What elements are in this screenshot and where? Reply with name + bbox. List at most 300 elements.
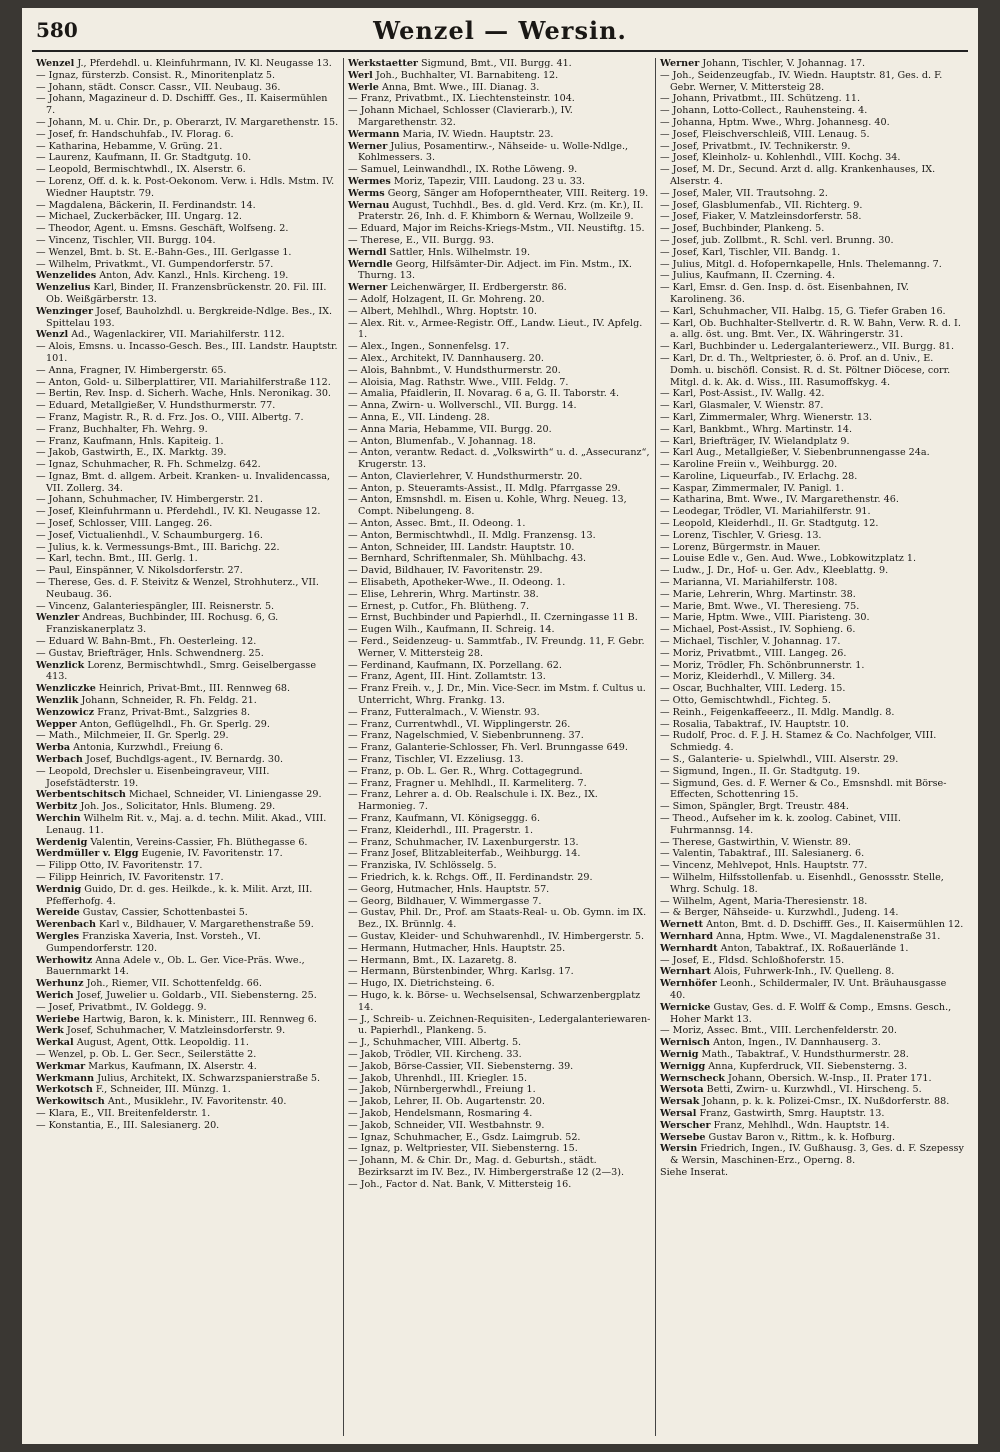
directory-entry (36, 1049, 339, 1061)
directory-entry (660, 1108, 964, 1120)
directory-entry (660, 978, 964, 1002)
column-2 (344, 58, 656, 1436)
entry-text: — Jakob, Uhrenhdl., III. Kriegler. 15. (348, 1072, 528, 1084)
directory-entry (660, 93, 964, 105)
entry-text: — Anton, Clavierlehrer, V. Hundsthurmerstr. 20. (348, 470, 583, 482)
entry-text: — Josef, jub. Zollbmt., R. Schl. verl. Brunng. 30. (660, 234, 894, 246)
directory-entry (348, 93, 651, 105)
entry-text: — Josef, fr. Handschuhfab., IV. Florag. 6. (36, 128, 234, 140)
directory-entry (36, 176, 339, 200)
entry-text: — Anton, Blumenfab., V. Johannag. 18. (348, 435, 536, 447)
entry-text: Anna, Hptm. Wwe., VI. Magdalenenstraße 31. (716, 930, 941, 942)
directory-entry (660, 1049, 964, 1061)
entry-text: Leichenwärger, II. Erdbergerstr. 86. (390, 282, 567, 294)
entry-text: — Rosalia, Tabaktraf., IV. Hauptstr. 10. (660, 718, 849, 730)
entry-text: — Franz, Fragner u. Mehlhdl., II. Karmeliterg. 7. (348, 777, 587, 789)
directory-entry (348, 825, 651, 837)
directory-entry (348, 129, 651, 141)
directory-entry (36, 82, 339, 94)
directory-entry (660, 200, 964, 212)
entry-text: — Klara, E., VII. Breitenfelderstr. 1. (36, 1107, 211, 1119)
entry-surname: Werms (348, 187, 385, 199)
entry-text: — Anton, Emsnshdl. m. Eisen u. Kohle, Whrg. Neueg. 13, Compt. Nibelungeng. 8. (348, 494, 627, 518)
directory-entry (660, 1143, 964, 1167)
entry-text: Wilhelm Rit. v., Maj. a. d. techn. Milit. Akad., VIII. Lenaug. 11. (46, 813, 327, 836)
entry-text: Gustav, Cassier, Schottenbastei 5. (82, 907, 248, 919)
entry-surname: Wersebe (660, 1131, 706, 1143)
entry-text: — Lorenz, Tischler, V. Griesg. 13. (660, 529, 822, 541)
entry-text: — Franz, Kleiderhdl., III. Pragerstr. 1. (348, 824, 534, 836)
entry-text: — Wilhelm, Agent, Maria-Theresienstr. 18. (660, 895, 868, 907)
entry-text: — Ferdinand, Kaufmann, IX. Porzellang. 62. (348, 659, 562, 671)
entry-surname: Werbentschitsch (36, 789, 126, 801)
entry-text: — Josef, Kleinholz- u. Kohlenhdl., VIII. Kochg. 34. (660, 152, 901, 164)
entry-surname: Wenzler (36, 612, 80, 624)
entry-text: — Alois, Emsns. u. Incasso-Gesch. Bes., III. Landstr. Hauptstr. 101. (36, 341, 338, 364)
directory-entry (36, 601, 339, 613)
directory-entry (348, 471, 651, 483)
directory-entry (660, 436, 964, 448)
directory-entry (660, 1096, 964, 1108)
directory-entry (36, 424, 339, 436)
directory-entry (660, 612, 964, 624)
entry-text: — Josef, Karl, Tischler, VII. Bandg. 1. (660, 246, 841, 258)
directory-entry (660, 955, 964, 967)
directory-entry (348, 1179, 651, 1191)
directory-entry (36, 223, 339, 235)
directory-entry (348, 105, 651, 129)
directory-entry (348, 837, 651, 849)
entry-text: Andreas, Buchbinder, III. Rochusg. 6, G. Franziskanerplatz 3. (46, 612, 279, 636)
entry-text: — Oscar, Buchhalter, VIII. Lederg. 15. (660, 683, 846, 695)
directory-entry (660, 530, 964, 542)
entry-text: — Karl, Glasmaler, V. Wienstr. 87. (660, 400, 824, 412)
entry-text: — Karl, techn. Bmt., III. Gerlg. 1. (36, 553, 198, 565)
directory-entry (36, 612, 339, 636)
directory-entry (36, 837, 339, 849)
entry-text: — Friedrich, k. k. Rchgs. Off., II. Ferdinandstr. 29. (348, 871, 593, 883)
entry-text: August, Agent, Ottk. Leopoldig. 11. (76, 1037, 249, 1049)
entry-text: — Leodegar, Trödler, VI. Mariahilferstr. 91. (660, 506, 871, 518)
entry-text: Julius, Architekt, IX. Schwarzspanierstraße 5. (97, 1072, 321, 1084)
entry-text: — Anton, p. Steueramts-Assist., II. Mdlg. Pfarrgasse 29. (348, 482, 621, 494)
directory-entry (348, 200, 651, 224)
directory-entry (348, 247, 651, 259)
entry-text: F., Schneider, III. Münzg. 1. (95, 1084, 231, 1096)
directory-entry (36, 365, 339, 377)
entry-text: — Josef, Buchbinder, Plankeng. 5. (660, 223, 825, 235)
directory-entry (660, 353, 964, 388)
entry-text: — Ludw., J. Dr., Hof- u. Ger. Adv., Kleeblattg. 9. (660, 565, 889, 577)
entry-text: Anton, Geflügelhdl., Fh. Gr. Sperlg. 29. (79, 718, 270, 730)
directory-entry (348, 1014, 651, 1038)
entry-text: — Hermann, Bürstenbinder, Whrg. Karlsg. 17. (348, 966, 574, 978)
directory-entry (348, 1108, 651, 1120)
entry-text: — S., Galanterie- u. Spielwhdl., VIII. Alserstr. 29. (660, 754, 899, 766)
entry-text: August, Tuchhdl., Bes. d. gld. Verd. Krz. (m. Kr.), II. Praterstr. 26, Inh. d. F. Khimborn & Wernau, Wollzeile 9. (358, 199, 644, 223)
entry-text: — Karoline, Liqueurfab., IV. Erlachg. 28. (660, 470, 858, 482)
entry-text: — Franz, Magistr. R., R. d. Frz. Jos. O., VIII. Albertg. 7. (36, 411, 304, 423)
directory-entry (348, 601, 651, 613)
entry-text: Antonia, Kurzwhdl., Freiung 6. (73, 742, 224, 754)
column-1 (32, 58, 344, 1436)
entry-text: Anna, Kupferdruck, VII. Siebensterng. 3. (708, 1060, 908, 1072)
directory-entry (660, 671, 964, 683)
entry-text: — Ferd., Seidenzeug- u. Sammtfab., IV. Freundg. 11, F. Gebr. Werner, V. Mittersteig 28. (348, 636, 645, 659)
directory-entry (36, 164, 339, 176)
directory-entry (36, 919, 339, 931)
entry-text: — Vincenz, Mehlvepot, Hnls. Hauptstr. 77. (660, 860, 868, 872)
directory-entry (348, 365, 651, 377)
entry-text: — Hugo, IX. Dietrichsteing. 6. (348, 978, 495, 990)
entry-text: Eugenie, IV. Favoritenstr. 17. (141, 848, 283, 860)
entry-text: — Franz, Nagelschmied, V. Siebenbrunneng. 37. (348, 730, 584, 742)
entry-text: — Eduard, Major im Reichs-Kriegs-Mstm., VII. Neustiftg. 15. (348, 223, 645, 235)
directory-entry (660, 719, 964, 731)
entry-text: — Albert, Mehlhdl., Whrg. Hoptstr. 10. (348, 305, 537, 317)
directory-entry (36, 530, 339, 542)
directory-entry (660, 164, 964, 188)
directory-entry (36, 518, 339, 530)
directory-entry (660, 683, 964, 695)
entry-surname: Wernhöfer (660, 978, 717, 990)
directory-entry (36, 978, 339, 990)
directory-entry (348, 1143, 651, 1155)
directory-entry (660, 707, 964, 719)
directory-entry (348, 742, 651, 754)
directory-entry (660, 624, 964, 636)
directory-entry (660, 601, 964, 613)
directory-entry (36, 506, 339, 518)
entry-text: Anton, Tabaktraf., IX. Roßauerlände 1. (720, 942, 909, 954)
entry-text: — Vincenz, Tischler, VII. Burgg. 104. (36, 234, 216, 246)
directory-entry (36, 211, 339, 223)
directory-entry (348, 612, 651, 624)
entry-text: Franz, Gastwirth, Smrg. Hauptstr. 13. (699, 1107, 885, 1119)
directory-entry (36, 152, 339, 164)
entry-surname: Wenzelius (36, 282, 91, 294)
entry-text: Markus, Kaufmann, IX. Alserstr. 4. (88, 1060, 257, 1072)
entry-text: — Josef, Kleinfuhrmann u. Pferdehdl., IV. Kl. Neugasse 12. (36, 506, 321, 518)
directory-entry (348, 943, 651, 955)
directory-entry (660, 58, 964, 70)
entry-text: Friedrich, Ingen., IV. Gußhausg. 3, Ges. d. F. Szepessy & Wersin, Maschinen-Erz., Operng. 8. (670, 1143, 964, 1167)
directory-entry (660, 695, 964, 707)
directory-entry (348, 860, 651, 872)
entry-text: — Ernst, Buchbinder und Papierhdl., II. Czerningasse 11 B. (348, 612, 638, 624)
entry-text: — Jakob, Hendelsmann, Rosmaring 4. (348, 1107, 533, 1119)
directory-page (22, 8, 978, 1444)
directory-entry (348, 530, 651, 542)
directory-entry (348, 683, 651, 707)
entry-text: — Franz, Tischler, VI. Ezzeliusg. 13. (348, 754, 524, 766)
directory-entry (36, 341, 339, 365)
directory-entry (36, 766, 339, 790)
entry-surname: Werich (36, 989, 74, 1001)
directory-entry (660, 931, 964, 943)
entry-text: — Ignaz, p. Weltpriester, VII. Siebensterng. 15. (348, 1143, 578, 1155)
entry-text: Betti, Zwirn- u. Kurzwhdl., VI. Hirscheng. 5. (706, 1084, 922, 1096)
entry-text: — Moriz, Privatbmt., VIII. Langeg. 26. (660, 647, 847, 659)
entry-text: Franziska Xaveria, Inst. Vorsteh., VI. Gumpendorferstr. 120. (46, 930, 261, 954)
directory-entry (36, 648, 339, 660)
directory-entry (348, 436, 651, 448)
directory-entry (660, 518, 964, 530)
entry-text: Siehe Inserat. (660, 1166, 729, 1178)
directory-entry (348, 754, 651, 766)
entry-text: — Math., Milchmeier, II. Gr. Sperlg. 29. (36, 730, 229, 742)
entry-text: — Bertin, Rev. Insp. d. Sicherh. Wache, Hnls. Neronikag. 30. (36, 388, 331, 400)
directory-entry (36, 553, 339, 565)
directory-entry (348, 636, 651, 660)
entry-surname: Werba (36, 742, 71, 754)
directory-entry (36, 117, 339, 129)
entry-surname: Wenzlick (36, 659, 85, 671)
entry-text: — Karl, Post-Assist., IV. Wallg. 42. (660, 388, 825, 400)
entry-text: — Konstantia, E., III. Salesianerg. 20. (36, 1119, 220, 1131)
directory-entry (660, 1061, 964, 1073)
directory-entry (348, 223, 651, 235)
directory-entry (660, 754, 964, 766)
directory-entry (36, 400, 339, 412)
directory-entry (348, 377, 651, 389)
directory-entry (660, 1025, 964, 1037)
directory-entry (36, 306, 339, 330)
entry-text: — Johann, Magazineur d. D. Dschifff. Ges., II. Kaisermühlen 7. (36, 93, 328, 117)
entry-text: — Karl, Zimmermaler, Whrg. Wienerstr. 13. (660, 411, 873, 423)
directory-entry (36, 1084, 339, 1096)
directory-entry (36, 471, 339, 495)
directory-entry (36, 1037, 339, 1049)
directory-entry (348, 589, 651, 601)
entry-text: Anton, Adv. Kanzl., Hnls. Kircheng. 19. (99, 270, 289, 282)
directory-entry (660, 247, 964, 259)
directory-entry (348, 235, 651, 247)
directory-entry (660, 211, 964, 223)
directory-entry (660, 813, 964, 837)
entry-text: Josef, Juwelier u. Goldarb., VII. Siebensterng. 25. (76, 989, 317, 1001)
directory-entry (660, 471, 964, 483)
entry-text: — Wenzel, p. Ob. L. Ger. Secr., Seilerstätte 2. (36, 1048, 257, 1060)
entry-text: Gustav Baron v., Rittm., k. k. Hofburg. (708, 1131, 895, 1143)
directory-entry (660, 129, 964, 141)
entry-text: — Karl, Buchbinder u. Ledergalanteriewerz., VII. Burgg. 81. (660, 341, 955, 353)
entry-surname: Werdnig (36, 883, 82, 895)
directory-entry (660, 459, 964, 471)
entry-text: — Alois, Bahnbmt., V. Hundsthurmerstr. 20. (348, 364, 561, 376)
entry-surname: Wernicke (660, 1001, 711, 1013)
entry-text: — Ignaz, Schuhmacher, E., Gsdz. Laimgrub. 52. (348, 1131, 581, 1143)
entry-text: — J., Schreib- u. Zeichnen-Requisiten-, Ledergalanteriewaren- u. Papierhdl., Plankeng. 5. (348, 1013, 651, 1037)
entry-text: Franz, Mehlhdl., Wdn. Hauptstr. 14. (713, 1119, 890, 1131)
entry-text: — Karoline Freiin v., Weihburgg. 20. (660, 459, 838, 471)
directory-entry (36, 129, 339, 141)
entry-text: — Marie, Lehrerin, Whrg. Martinstr. 38. (660, 588, 856, 600)
directory-entry (36, 1120, 339, 1132)
entry-text: — Jakob, Trödler, VII. Kircheng. 33. (348, 1048, 522, 1060)
entry-text: Anna Adele v., Ob. L. Ger. Vice-Präs. Wwe., Bauernmarkt 14. (46, 954, 305, 978)
directory-entry (660, 388, 964, 400)
entry-surname: Wenzliczke (36, 683, 96, 695)
entry-text: — Anna, Fragner, IV. Himbergerstr. 65. (36, 364, 227, 376)
directory-entry (348, 318, 651, 342)
directory-entry (348, 176, 651, 188)
directory-entry (660, 778, 964, 802)
entry-text: — Hermann, Bmt., IX. Lazaretg. 8. (348, 954, 517, 966)
directory-entry (348, 388, 651, 400)
directory-entry (660, 282, 964, 306)
directory-entry (36, 884, 339, 908)
entry-text: Johann, Obersich. W.-Insp., II. Prater 171. (728, 1072, 932, 1084)
entry-surname: Werndl (348, 246, 387, 258)
entry-text: — Rudolf, Proc. d. F. J. H. Stamez & Co. Nachfolger, VIII. Schmiedg. 4. (660, 730, 937, 754)
directory-entry (660, 70, 964, 94)
entry-text: — David, Bildhauer, IV. Favoritenstr. 29. (348, 565, 543, 577)
directory-entry (660, 188, 964, 200)
entry-text: — Anton, Bermischtwhdl., II. Mdlg. Franzensg. 13. (348, 529, 596, 541)
entry-surname: Wenzl (36, 329, 69, 341)
entry-text: Franz, Privat-Bmt., Salzgries 8. (97, 706, 250, 718)
directory-entry (348, 70, 651, 82)
directory-entry (348, 848, 651, 860)
directory-entry (348, 884, 651, 896)
entry-text: Georg, Sänger am Hofoperntheater, VIII. Reiterg. 19. (387, 187, 649, 199)
directory-entry (348, 707, 651, 719)
entry-surname: Wereide (36, 907, 80, 919)
entry-text: — Vincenz, Galanteriespängler, III. Reisnerstr. 5. (36, 600, 275, 612)
entry-text: Ant., Musiklehr., IV. Favoritenstr. 40. (107, 1096, 287, 1108)
entry-text: — Moriz, Trödler, Fh. Schönbrunnerstr. 1. (660, 659, 865, 671)
entry-text: — Franz, Agent, III. Hint. Zollamtstr. 13. (348, 671, 546, 683)
entry-text: Anna, Bmt. Wwe., III. Dianag. 3. (381, 81, 540, 93)
entry-text: Alois, Fuhrwerk-Inh., IV. Quelleng. 8. (713, 966, 895, 978)
directory-entry (660, 943, 964, 955)
directory-entry (36, 955, 339, 979)
directory-entry (660, 412, 964, 424)
entry-surname: Wenzelides (36, 270, 97, 282)
entry-surname: Werkstaetter (348, 58, 418, 69)
directory-entry (660, 306, 964, 318)
entry-text: Gustav, Ges. d. F. Wolff & Comp., Emsns. Gesch., Hoher Markt 13. (670, 1001, 952, 1025)
entry-text: — Reinh., Feigenkaffeeerz., II. Mdlg. Mandlg. 8. (660, 706, 895, 718)
entry-text: — Franz, Lehrer a. d. Ob. Realschule i. IX. Bez., IX. Harmonieg. 7. (348, 789, 598, 813)
entry-text: — Kaspar, Zimmermaler, IV. Panigl. 1. (660, 482, 844, 494)
entry-text: — Louise Edle v., Gen. Aud. Wwe., Lobkowitzplatz 1. (660, 553, 917, 565)
entry-text: — Therese, E., VII. Burgg. 93. (348, 234, 495, 246)
entry-text: — Elisabeth, Apotheker-Wwe., II. Odeong. 1. (348, 577, 566, 589)
directory-entry (36, 931, 339, 955)
directory-entry (36, 848, 339, 860)
directory-entry (348, 553, 651, 565)
entry-text: — Eduard W. Bahn-Bmt., Fh. Oesterleing. 12. (36, 636, 257, 648)
entry-text: — Theodor, Agent. u. Emsns. Geschäft, Wolfseng. 2. (36, 223, 289, 235)
entry-surname: Wernhart (660, 966, 711, 978)
entry-text: — Franz Freih. v., J. Dr., Min. Vice-Secr. im Mstm. f. Cultus u. Unterricht, Whrg. Frankg. 13. (348, 683, 646, 707)
entry-text: — Sigmund, Ingen., II. Gr. Stadtgutg. 19. (660, 765, 861, 777)
entry-text: — Filipp Heinrich, IV. Favoritenstr. 17. (36, 871, 224, 883)
directory-entry (36, 58, 339, 70)
entry-surname: Werbach (36, 754, 83, 766)
directory-entry (36, 813, 339, 837)
directory-entry (348, 1132, 651, 1144)
entry-surname: Wermes (348, 175, 391, 187)
directory-entry (660, 872, 964, 896)
entry-surname: Wernhard (660, 930, 714, 942)
entry-surname: Werner (348, 282, 388, 294)
entry-text: Josef, Bauholzhdl. u. Bergkreide-Ndlge. Bes., IX. Spittelau 193. (46, 305, 333, 329)
entry-text: — Anton, verantw. Redact. d. „Volkswirth“ u. d. „Assecuranz“, Krugerstr. 13. (348, 447, 650, 471)
directory-entry (660, 589, 964, 601)
entry-text: — Samuel, Leinwandhdl., IX. Rothe Löweng. 9. (348, 164, 578, 176)
entry-text: — Jakob, Lehrer, II. Ob. Augartenstr. 20. (348, 1096, 545, 1108)
directory-entry (348, 306, 651, 318)
directory-entry (36, 282, 339, 306)
entry-surname: Werhowitz (36, 954, 93, 966)
entry-surname: Wergles (36, 930, 80, 942)
entry-text: — Marie, Bmt. Wwe., VI. Theresieng. 75. (660, 600, 860, 612)
directory-entry (348, 872, 651, 884)
entry-text: Josef, Schuhmacher, V. Matzleinsdorferstr. 9. (66, 1025, 286, 1037)
directory-entry (36, 1108, 339, 1120)
entry-text: — Johanna, Hptm. Wwe., Whrg. Johannesg. 40. (660, 116, 890, 128)
directory-entry (348, 282, 651, 294)
directory-entry (36, 730, 339, 742)
directory-entry (660, 553, 964, 565)
directory-entry (36, 388, 339, 400)
directory-entry (660, 1002, 964, 1026)
directory-entry (36, 707, 339, 719)
entry-text: Anton, Ingen., IV. Dannhauserg. 3. (713, 1037, 881, 1049)
directory-entry (348, 778, 651, 790)
directory-entry (36, 860, 339, 872)
directory-entry (36, 70, 339, 82)
entry-surname: Wersota (660, 1084, 704, 1096)
entry-text: Anton, Bmt. d. D. Dschifff. Ges., II. Kaisermühlen 12. (706, 919, 964, 931)
entry-text: — Leopold, Drechsler u. Eisenbeingraveur, VIII. Josefstädterstr. 19. (36, 765, 270, 789)
directory-entry (348, 978, 651, 990)
directory-entry (660, 636, 964, 648)
entry-text: — Gustav, Briefträger, Hnls. Schwendnerg. 25. (36, 647, 264, 659)
directory-entry (36, 542, 339, 554)
directory-entry (36, 1096, 339, 1108)
directory-entry (660, 341, 964, 353)
entry-surname: Wernscheck (660, 1072, 725, 1084)
entry-text: — Franziska, IV. Schlösselg. 5. (348, 860, 497, 872)
entry-surname: Werchin (36, 813, 81, 824)
directory-entry (660, 483, 964, 495)
entry-text: — Eduard, Metallgießer, V. Hundsthurmerstr. 77. (36, 400, 276, 412)
directory-entry (348, 660, 651, 672)
entry-surname: Wernhardt (660, 942, 718, 954)
entry-text: — Georg, Bildhauer, V. Wimmergasse 7. (348, 895, 542, 907)
directory-entry (348, 966, 651, 978)
directory-entry (660, 660, 964, 672)
entry-surname: Werle (348, 81, 379, 93)
directory-entry (36, 1061, 339, 1073)
directory-entry (36, 247, 339, 259)
directory-entry (348, 82, 651, 94)
directory-entry (660, 318, 964, 342)
entry-surname: Werner (660, 58, 700, 69)
directory-entry (36, 636, 339, 648)
directory-entry (660, 577, 964, 589)
entry-text: — Johann, Lotto-Collect., Rauhensteing. 4. (660, 105, 868, 117)
entry-text: — Karl, Schuhmacher, VII. Halbg. 15, G. Tiefer Graben 16. (660, 305, 946, 317)
directory-entry (348, 719, 651, 731)
entry-text: Karl v., Bildhauer, V. Margarethenstraße 59. (99, 919, 314, 931)
entry-text: — Magdalena, Bäckerin, II. Ferdinandstr. 14. (36, 199, 256, 211)
directory-entry (348, 1084, 651, 1096)
